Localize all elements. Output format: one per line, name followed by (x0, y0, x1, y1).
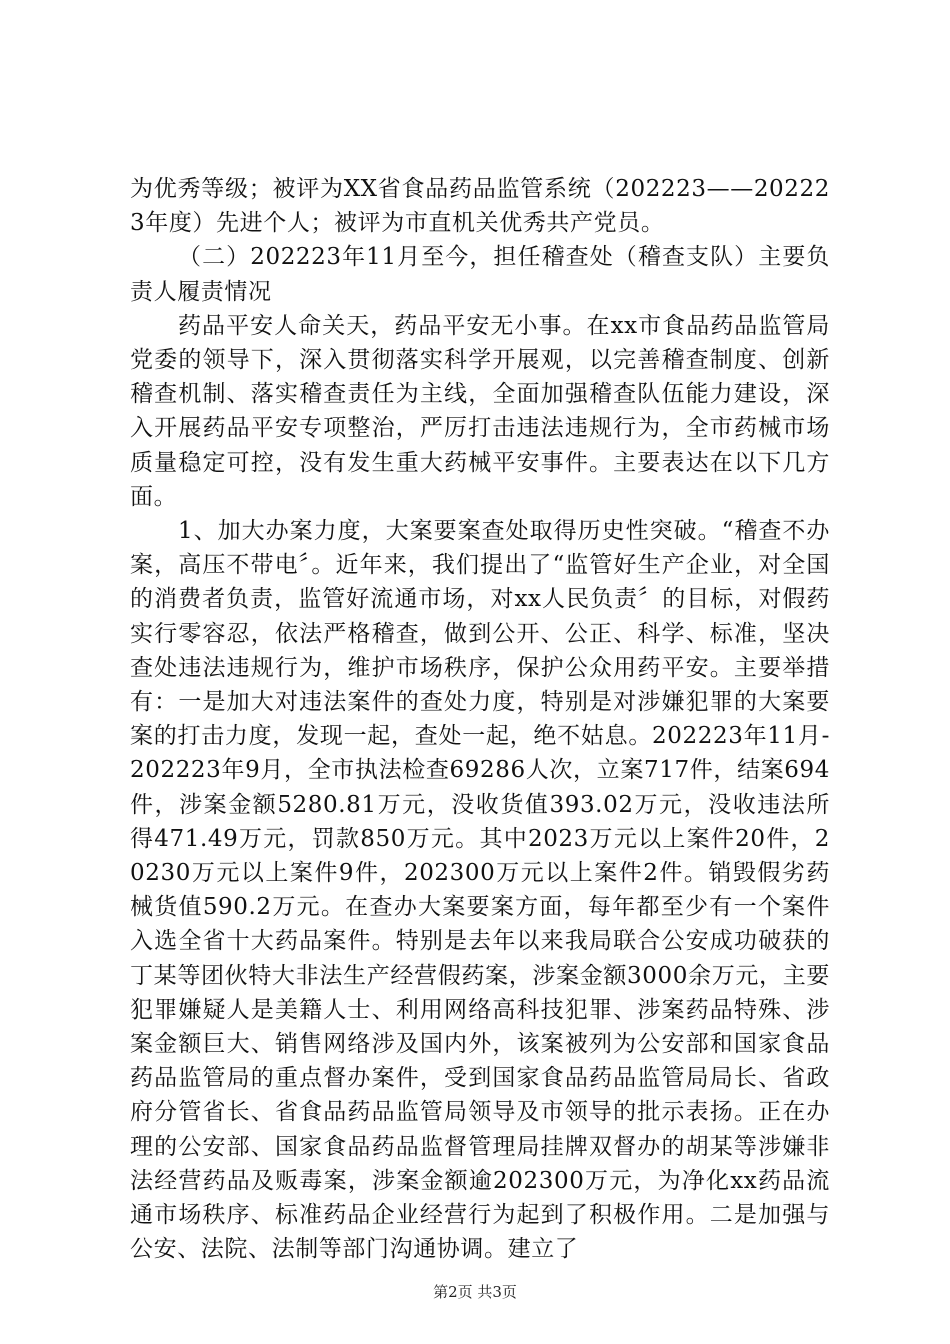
document-body (130, 172, 830, 1267)
page-number-footer: 第2页 共3页 (433, 1283, 517, 1301)
paragraph-overview: 药品平安人命关天，药品平安无小事。在xx市食品药品监管局党委的领导下，深入贯彻落实科学开展观，以完善稽查制度、创新稽查机制、落实稽查责任为主线，全面加强稽查队伍能力建设，深入开展药品平安专项整治，严厉打击违法违规行为，全市药械市场质量稳定可控，没有发生重大药械平安事件。主要表达在以下几方面。 (130, 312, 830, 510)
paragraph-section-heading: （二）202223年11月至今，担任稽查处（稽查支队）主要负责人履责情况 (130, 244, 830, 305)
paragraph-continuation: 为优秀等级；被评为XX省食品药品监管系统（202223——202223年度）先进个人；被评为市直机关优秀共产党员。 (130, 176, 830, 237)
paragraph-case-handling: 1、加大办案力度，大案要案查处取得历史性突破。“稽查不办案，高压不带电〞。近年来，我们提出了“监管好生产企业，对全国的消费者负责，监管好流通市场，对xx人民负责〞的目标，对假药实行零容忍，依法严格稽查，做到公开、公正、科学、标准，坚决查处违法违规行为，维护市场秩序，保护公众用药平安。主要举措有：一是加大对违法案件的查处力度，特别是对涉嫌犯罪的大案要案的打击力度，发现一起，查处一起，绝不姑息。202223年11月-202223年9月，全市执法检查69286人次，立案717件，结案694件，涉案金额5280.81万元，没收货值393.02万元，没收违法所得471.49万元，罚款850万元。其中2023万元以上案件20件，20230万元以上案件9件，202300万元以上案件2件。销毁假劣药械货值590.2万元。在查办大案要案方面，每年都至少有一个案件入选全省十大药品案件。特别是去年以来我局联合公安成功破获的丁某等团伙特大非法生产经营假药案，涉案金额3000余万元，主要犯罪嫌疑人是美籍人士、利用网络高科技犯罪、涉案药品特殊、涉案金额巨大、销售网络涉及国内外，该案被列为公安部和国家食品药品监管局的重点督办案件，受到国家食品药品监管局局长、省政府分管省长、省食品药品监管局领导及市领导的批示表扬。正在办理的公安部、国家食品药品监督管理局挂牌双督办的胡某等涉嫌非法经营药品及贩毒案，涉案金额逾202300万元，为净化xx药品流通市场秩序、标准药品企业经营行为起到了积极作用。二是加强与公安、法院、法制等部门沟通协调。建立了 (130, 518, 830, 1263)
